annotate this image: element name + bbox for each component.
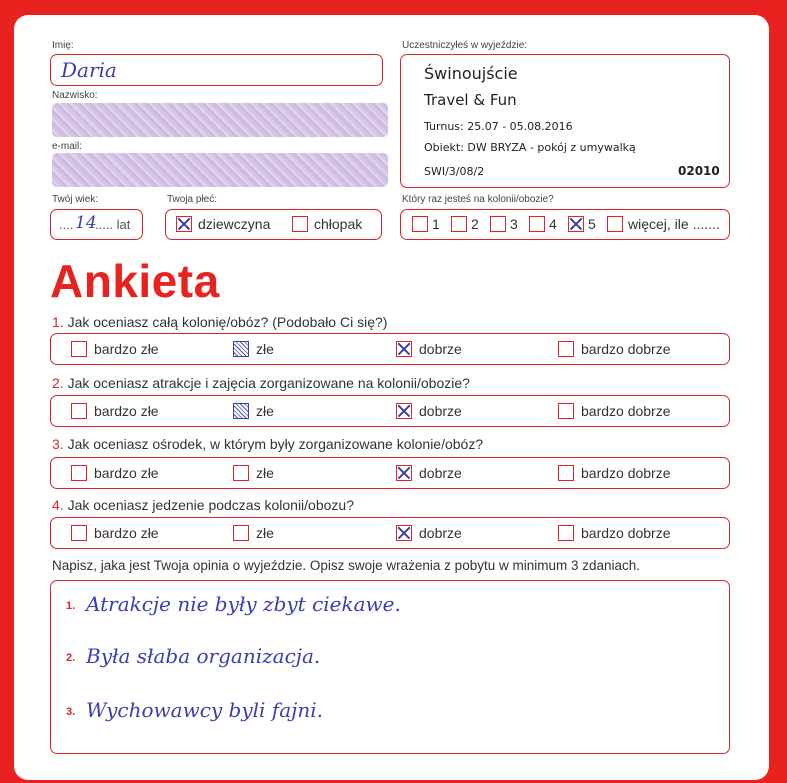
camp-count-5-checkbox[interactable] — [568, 216, 584, 232]
q4-dobrze-label: dobrze — [419, 525, 462, 541]
q2-dobrze-label: dobrze — [419, 403, 462, 419]
q2-bardzo-zle-label: bardzo złe — [94, 403, 159, 419]
surname-redacted — [52, 103, 388, 137]
question-2-text: Jak oceniasz atrakcje i zajęcia zorganizowane na kolonii/obozie? — [67, 375, 470, 391]
email-redacted — [52, 153, 388, 187]
trip-obiekt: Obiekt: DW BRYZA - pokój z umywalką — [424, 141, 636, 154]
q4-dobrze-checkbox[interactable] — [396, 525, 412, 541]
question-2-number: 2. — [52, 375, 64, 391]
age-suffix: ..... lat — [95, 217, 131, 232]
gender-boy-label: chłopak — [314, 216, 363, 232]
age-field[interactable] — [50, 209, 143, 240]
q1-bardzo-dobrze-label: bardzo dobrze — [581, 341, 671, 357]
camp-count-more-label: więcej, ile ....... — [628, 216, 720, 232]
question-3-number: 3. — [52, 436, 64, 452]
q3-dobrze-label: dobrze — [419, 465, 462, 481]
q2-bardzo-dobrze-checkbox[interactable] — [558, 403, 574, 419]
camp-count-4-label: 4 — [549, 216, 557, 232]
q3-dobrze-checkbox[interactable] — [396, 465, 412, 481]
question-4-text: Jak oceniasz jedzenie podczas kolonii/obozu? — [67, 497, 354, 513]
question-3 — [52, 436, 483, 452]
name-label: Imię: — [52, 40, 74, 51]
q2-bardzo-zle-checkbox[interactable] — [71, 403, 87, 419]
q1-zle-checkbox[interactable] — [233, 341, 249, 357]
question-1 — [52, 314, 387, 330]
q3-bardzo-dobrze-label: bardzo dobrze — [581, 465, 671, 481]
q3-bardzo-dobrze-checkbox[interactable] — [558, 465, 574, 481]
trip-code: SWI/3/08/2 — [424, 165, 485, 178]
question-4-number: 4. — [52, 497, 64, 513]
q2-zle-label: złe — [256, 403, 274, 419]
q4-bardzo-zle-checkbox[interactable] — [71, 525, 87, 541]
trip-program: Travel & Fun — [424, 91, 517, 109]
gender-girl-label: dziewczyna — [198, 216, 271, 232]
surname-label: Nazwisko: — [52, 90, 98, 101]
camp-count-more-checkbox[interactable] — [607, 216, 623, 232]
answer-2-number: 2. — [66, 652, 76, 664]
camp-count-3-checkbox[interactable] — [490, 216, 506, 232]
camp-count-label: Który raz jesteś na kolonii/obozie? — [402, 194, 554, 205]
q3-zle-checkbox[interactable] — [233, 465, 249, 481]
question-1-number: 1. — [52, 314, 64, 330]
gender-girl-checkbox[interactable] — [176, 216, 192, 232]
q4-bardzo-zle-label: bardzo złe — [94, 525, 159, 541]
survey-title: Ankieta — [50, 255, 220, 307]
q2-dobrze-checkbox[interactable] — [396, 403, 412, 419]
question-1-text: Jak oceniasz całą kolonię/obóz? (Podobało Ci się?) — [67, 314, 388, 330]
question-2 — [52, 375, 470, 391]
q1-bardzo-dobrze-checkbox[interactable] — [558, 341, 574, 357]
gender-boy-checkbox[interactable] — [292, 216, 308, 232]
q1-bardzo-zle-label: bardzo złe — [94, 341, 159, 357]
q2-zle-checkbox[interactable] — [233, 403, 249, 419]
q3-bardzo-zle-checkbox[interactable] — [71, 465, 87, 481]
trip-destination: Świnoujście — [424, 64, 518, 83]
question-4 — [52, 497, 354, 513]
answer-2-text: Była słaba organizacja. — [86, 644, 321, 668]
name-value: Daria — [61, 58, 117, 82]
answer-1-number: 1. — [66, 600, 76, 612]
q1-bardzo-zle-checkbox[interactable] — [71, 341, 87, 357]
q1-dobrze-label: dobrze — [419, 341, 462, 357]
q4-bardzo-dobrze-checkbox[interactable] — [558, 525, 574, 541]
q2-bardzo-dobrze-label: bardzo dobrze — [581, 403, 671, 419]
answer-3-text: Wychowawcy byli fajni. — [86, 698, 323, 722]
camp-count-5-label: 5 — [588, 216, 596, 232]
trip-turnus: Turnus: 25.07 - 05.08.2016 — [424, 120, 573, 133]
email-label: e-mail: — [52, 141, 83, 152]
q1-zle-label: złe — [256, 341, 274, 357]
gender-label: Twoja płeć: — [167, 194, 218, 205]
answer-1-text: Atrakcje nie były zbyt ciekawe. — [86, 592, 401, 616]
opinion-prompt: Napisz, jaka jest Twoja opinia o wyjeździe. Opisz swoje wrażenia z pobytu w minimum 3 zdaniach. — [52, 558, 641, 573]
camp-count-2-checkbox[interactable] — [451, 216, 467, 232]
age-prefix: .... — [59, 217, 74, 232]
name-field[interactable] — [50, 54, 383, 86]
question-3-text: Jak oceniasz ośrodek, w którym były zorganizowane kolonie/obóz? — [67, 436, 484, 452]
camp-count-4-checkbox[interactable] — [529, 216, 545, 232]
q4-zle-checkbox[interactable] — [233, 525, 249, 541]
trip-number: 02010 — [678, 164, 720, 178]
camp-count-3-label: 3 — [510, 216, 518, 232]
camp-count-2-label: 2 — [471, 216, 479, 232]
answer-3-number: 3. — [66, 706, 76, 718]
q4-bardzo-dobrze-label: bardzo dobrze — [581, 525, 671, 541]
q4-zle-label: złe — [256, 525, 274, 541]
camp-count-1-checkbox[interactable] — [412, 216, 428, 232]
q3-zle-label: złe — [256, 465, 274, 481]
age-value: 14 — [75, 213, 97, 233]
trip-label: Uczestniczyłeś w wyjeździe: — [402, 40, 528, 51]
q1-dobrze-checkbox[interactable] — [396, 341, 412, 357]
camp-count-1-label: 1 — [432, 216, 440, 232]
age-label: Twój wiek: — [52, 194, 99, 205]
q3-bardzo-zle-label: bardzo złe — [94, 465, 159, 481]
